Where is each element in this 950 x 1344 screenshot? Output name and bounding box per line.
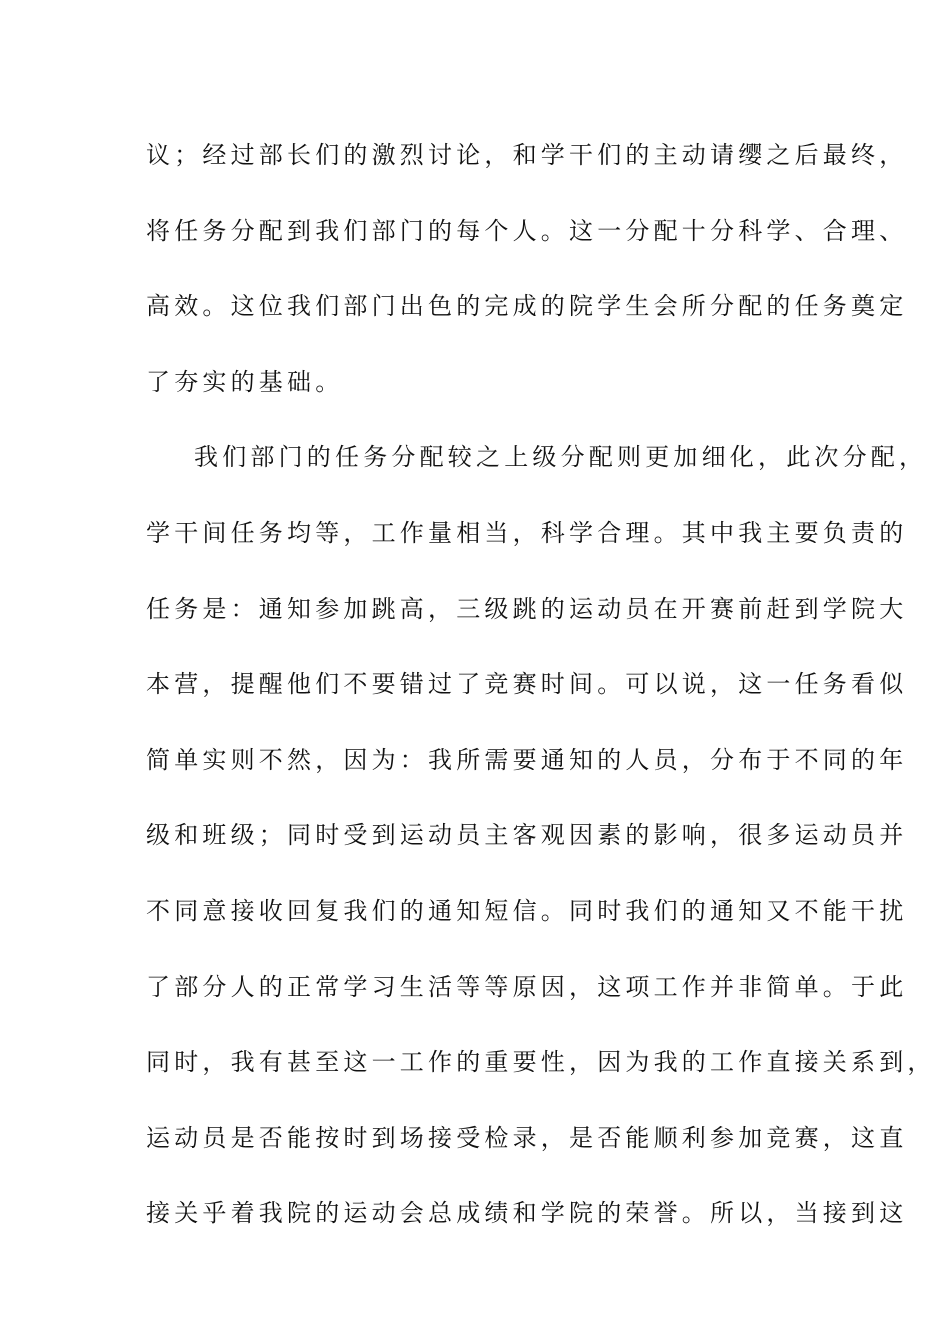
text-line: 同时，我有甚至这一工作的重要性，因为我的工作直接关系到，	[146, 1048, 936, 1077]
text-line: 高效。这位我们部门出色的完成的院学生会所分配的任务奠定	[146, 292, 908, 321]
text-line: 了部分人的正常学习生活等等原因，这项工作并非简单。于此	[146, 972, 908, 1001]
text-line: 了夯实的基础。	[146, 367, 344, 396]
text-line: 级和班级；同时受到运动员主客观因素的影响，很多运动员并	[146, 821, 908, 850]
text-line: 学干间任务均等，工作量相当，科学合理。其中我主要负责的	[146, 518, 908, 547]
text-line: 简单实则不然，因为：我所需要通知的人员，分布于不同的年	[146, 745, 908, 774]
text-line: 本营，提醒他们不要错过了竞赛时间。可以说，这一任务看似	[146, 670, 908, 699]
paragraph-first-line: 我们部门的任务分配较之上级分配则更加细化，此次分配，	[194, 443, 928, 472]
body-text	[146, 130, 936, 1264]
text-line: 运动员是否能按时到场接受检录，是否能顺利参加竞赛，这直	[146, 1123, 908, 1152]
text-line: 任务是：通知参加跳高，三级跳的运动员在开赛前赶到学院大	[146, 594, 908, 623]
text-line: 不同意接收回复我们的通知短信。同时我们的通知又不能干扰	[146, 896, 908, 925]
text-line: 将任务分配到我们部门的每个人。这一分配十分科学、合理、	[146, 216, 908, 245]
text-line: 议；经过部长们的激烈讨论，和学干们的主动请缨之后最终，	[146, 141, 908, 169]
text-line: 接关乎着我院的运动会总成绩和学院的荣誉。所以，当接到这	[146, 1199, 908, 1228]
